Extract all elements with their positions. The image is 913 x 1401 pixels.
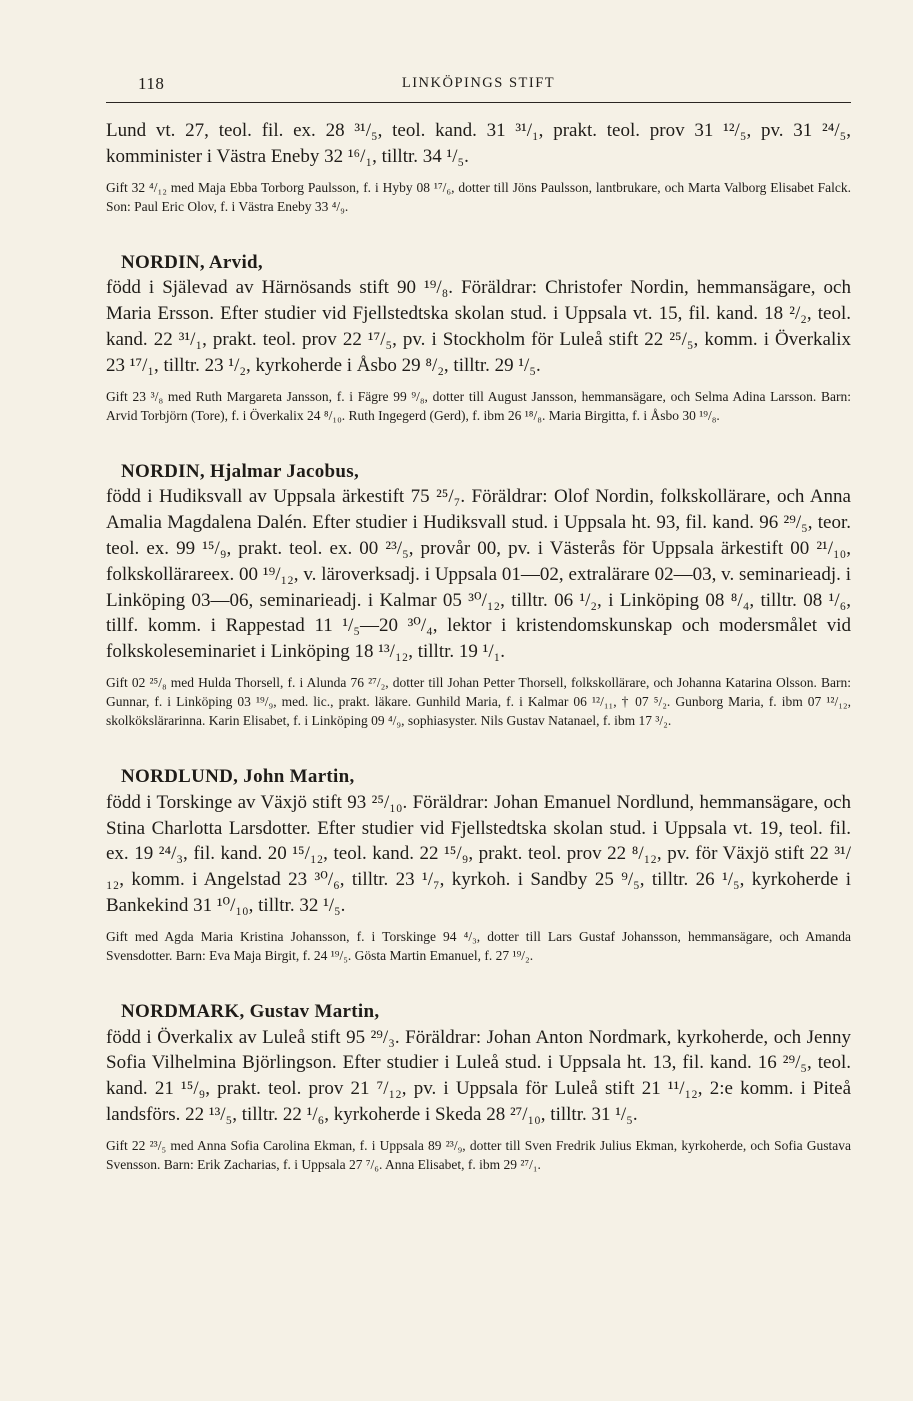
entry-continued xyxy=(106,118,851,216)
entry-nordmark-gustav xyxy=(106,999,851,1174)
page-body xyxy=(106,118,851,1174)
entry-main-text: född i Torskinge av Växjö stift 93 ²⁵/₁₀. Föräldrar: Johan Emanuel Nordlund, hemmansägare, och Stina Charlotta Larsdotter. Efter studier vid Fjellstedtska skolan stud. i Uppsala vt. 19, teol. fil. ex. 19 ²⁴/₃, fil. kand. 20 ¹⁵/₁₂, teol. kand. 22 ¹⁵/₉, prakt. teol. prov 22 ⁸/₁₂, pv. för Växjö stift 22 ³¹/₁₂, komm. i Angelstad 23 ³⁰/₆, tilltr. 23 ¹/₇, kyrkoh. i Sandby 25 ⁹/₅, tilltr. 26 ¹/₅, kyrkoherde i Bankekind 31 ¹⁰/₁₀, tilltr. 32 ¹/₅. xyxy=(106,791,851,916)
page-number: 118 xyxy=(138,74,165,93)
entry-main-text: Lund vt. 27, teol. fil. ex. 28 ³¹/₅, teol. kand. 31 ³¹/₁, prakt. teol. prov 31 ¹²/₅, pv. 31 ²⁴/₅, komminister i Västra Eneby 32 ¹⁶/₁, tilltr. 34 ¹/₅. xyxy=(106,120,851,167)
entry-main-text: född i Överkalix av Luleå stift 95 ²⁹/₃. Föräldrar: Johan Anton Nordmark, kyrkoherde, och Jenny Sofia Vilhelmina Björlingson. Efter studier i Luleå stud. i Uppsala ht. 13, fil. kand. 16 ²⁹/₅, teol. kand. 21 ¹⁵/₉, prakt. teol. prov 21 ⁷/₁₂, pv. i Uppsala för Luleå stift 21 ¹¹/₁₂, 2:e komm. i Piteå landsförs. 22 ¹³/₅, tilltr. 22 ¹/₆, kyrkoherde i Skeda 28 ²⁷/₁₀, tilltr. 31 ¹/₅. xyxy=(106,1026,851,1125)
entry-marriage-text: Gift 22 ²³/₅ med Anna Sofia Carolina Ekman, f. i Uppsala 89 ²³/₉, dotter till Sven Fredrik Julius Ekman, kyrkoherde, och Sofia Gustava Svensson. Barn: Erik Zacharias, f. i Uppsala 27 ⁷/₆. Anna Elisabet, f. ibm 29 ²⁷/₁. xyxy=(106,1137,851,1172)
entry-nordlund-john xyxy=(106,764,851,965)
entry-nordin-arvid xyxy=(106,250,851,425)
entry-main-text: född i Hudiksvall av Uppsala ärkestift 75 ²⁵/₇. Föräldrar: Olof Nordin, folkskollärare, och Anna Amalia Magdalena Dalén. Efter studier i Hudiksvall stud. i Uppsala ht. 93, fil. kand. 96 ²⁹/₅, teor. teol. ex. 99 ¹⁵/₉, prakt. teol. ex. 00 ²³/₅, provår 00, pv. i Västerås för Uppsala ärkestift 00 ²¹/₁₀, folkskollärareex. 00 ¹⁹/₁₂, v. läroverksadj. i Uppsala 01—02, extralärare 02—03, v. seminarieadj. i Linköping 03—06, seminarieadj. i Kalmar 05 ³⁰/₁₂, tilltr. 06 ¹/₂, i Linköping 08 ⁸/₄, tilltr. 08 ¹/₆, tillf. komm. i Rappestad 11 ¹/₅—20 ³⁰/₄, lektor i kristendomskunskap och modersmålet vid folkskoleseminariet i Linköping 18 ¹³/₁₂, tilltr. 19 ¹/₁. xyxy=(106,486,851,663)
entry-name xyxy=(106,999,851,1025)
entry-marriage-text: Gift 23 ³/₈ med Ruth Margareta Jansson, f. i Fägre 99 ⁹/₈, dotter till August Jansson, hemmansägare, och Selma Adina Larsson. Barn: Arvid Torbjörn (Tore), f. i Överkalix 24 ⁸/₁₀. Ruth Ingegerd (Gerd), f. ibm 26 ¹⁸/₈. Maria Birgitta, f. i Åsbo 30 ¹⁹/₈. xyxy=(106,388,851,423)
entry-name-label: NORDIN, Arvid, xyxy=(121,251,263,273)
entry-nordin-hjalmar xyxy=(106,459,851,730)
entry-name xyxy=(106,250,851,276)
running-title: LINKÖPINGS STIFT xyxy=(401,75,556,91)
entry-name-label: NORDIN, Hjalmar Jacobus, xyxy=(121,460,360,482)
page-header xyxy=(106,72,851,103)
entry-name-label: NORDLUND, John Martin, xyxy=(121,765,355,787)
entry-marriage-text: Gift 32 ⁴/₁₂ med Maja Ebba Torborg Paulsson, f. i Hyby 08 ¹⁷/₆, dotter till Jöns Paulsson, lantbrukare, och Marta Valborg Elisabet Falck. Son: Paul Eric Olov, f. i Västra Eneby 33 ⁴/₉. xyxy=(106,179,851,214)
entry-main-text: född i Själevad av Härnösands stift 90 ¹⁹/₈. Föräldrar: Christofer Nordin, hemmansägare, och Maria Ersson. Efter studier vid Fjellstedtska skolan stud. i Uppsala vt. 15, fil. kand. 18 ²/₂, teol. kand. 22 ³¹/₁, prakt. teol. prov 22 ¹⁷/₅, pv. i Stockholm för Luleå stift 22 ²⁵/₅, komm. i Överkalix 23 ¹⁷/₁, tilltr. 23 ¹/₂, kyrkoherde i Åsbo 29 ⁸/₂, tilltr. 29 ¹/₅. xyxy=(106,277,851,376)
entry-marriage-text: Gift med Agda Maria Kristina Johansson, f. i Torskinge 94 ⁴/₃, dotter till Lars Gustaf Johansson, hemmansägare, och Amanda Svensdotter. Barn: Eva Maja Birgit, f. 24 ¹⁹/₅. Gösta Martin Emanuel, f. 27 ¹⁹/₂. xyxy=(106,928,851,963)
entry-name-label: NORDMARK, Gustav Martin, xyxy=(121,1000,380,1022)
entry-marriage-text: Gift 02 ²⁵/₈ med Hulda Thorsell, f. i Alunda 76 ²⁷/₂, dotter till Johan Petter Thorsell, folkskollärare, och Johanna Katarina Olsson. Barn: Gunnar, f. i Linköping 03 ¹⁹/₉, med. lic., prakt. läkare. Gunhild Maria, f. i Kalmar 06 ¹²/₁₁, † 07 ⁵/₂. Gunborg Maria, f. ibm 07 ¹²/₁₂, skolkökslärarinna. Karin Elisabet, f. i Linköping 09 ⁴/₉, sophiasyster. Nils Gustav Natanael, f. ibm 17 ³/₂. xyxy=(106,674,851,728)
entry-name xyxy=(106,459,851,485)
entry-name xyxy=(106,764,851,790)
